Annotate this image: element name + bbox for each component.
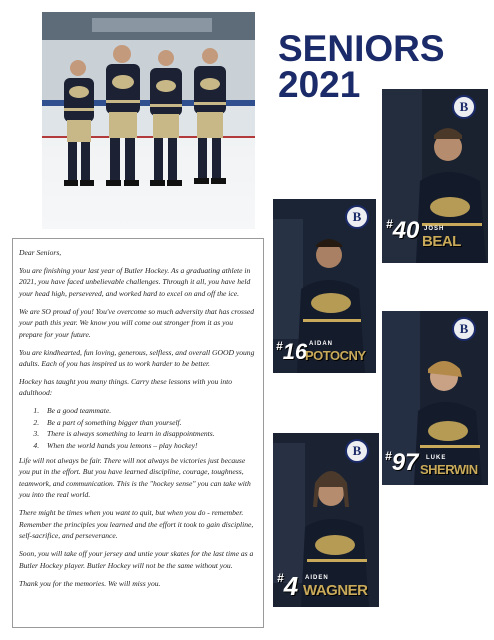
team-photo <box>42 12 255 229</box>
title-line-1: SENIORS <box>278 28 445 69</box>
lesson-item: 1. Be a good teammate. <box>41 405 256 416</box>
letter-box <box>12 238 264 628</box>
letter-paragraph: You are finishing your last year of Butler Hockey. As a graduating athlete in 2021, you have faced unbelievable challenges. Through it all, you have held your head high, persevered, and worked hard to excel on and off the ice. <box>19 266 251 298</box>
letter-paragraph: We are SO proud of you! You've overcome so much adversity that has crossed your path this year. We know you will come out stronger from it as you prepare for your future. <box>19 306 255 339</box>
letter-paragraph: There might be times when you want to quit, but when you do - remember. Remember the principles you learned and the effort it took to gain discipline, self-sacrifice, and perseverance. <box>19 508 254 541</box>
player-last-name: BEAL <box>422 233 461 250</box>
player-first-name: AIDEN <box>305 575 329 581</box>
letter-greeting: Dear Seniors, <box>19 248 62 257</box>
jersey-number <box>276 339 307 365</box>
player-card-potocny <box>273 199 376 373</box>
title-line-2: 2021 <box>278 64 361 105</box>
letter-paragraph: You are kindhearted, fun loving, generous, selfless, and overall GOOD young adults. Each of you has inspired us to work harder to be better. <box>19 347 255 369</box>
lesson-item: 2. Be a part of something bigger than yourself. <box>41 417 256 428</box>
player-card-beal <box>382 89 488 263</box>
lessons-list <box>19 405 256 451</box>
jersey-number <box>277 571 298 602</box>
jersey-hash: # <box>385 449 392 463</box>
jersey-number <box>386 217 419 245</box>
player-first-name: LUKE <box>426 455 447 461</box>
lesson-item: 3. There is always something to learn in disappointments. <box>41 428 256 439</box>
team-photo-image <box>42 12 255 229</box>
school-logo-badge: B <box>345 205 369 229</box>
jersey-hash: # <box>276 339 283 353</box>
player-last-name: WAGNER <box>303 582 368 599</box>
jersey-number <box>385 449 418 477</box>
player-card-sherwin <box>382 311 488 485</box>
player-last-name: POTOCNY <box>305 348 366 363</box>
letter-signoff: Thank you for the memories. We will miss you. <box>19 578 161 588</box>
letter-paragraph: Life will not always be fair. There will not always be victories just because you put in the effort. But you have learned discipline, courage, toughness, teamwork, and communication. This is the "hockey sense" you can take with you into the real world. <box>19 456 251 500</box>
school-logo-badge: B <box>345 439 369 463</box>
jersey-number-value: 4 <box>283 571 299 601</box>
jersey-number-value: 40 <box>392 217 420 244</box>
player-first-name: AIDAN <box>309 341 333 347</box>
player-first-name: JOSH <box>424 226 445 232</box>
player-card-wagner <box>273 433 379 607</box>
jersey-number-value: 97 <box>391 449 419 476</box>
letter-paragraph: Hockey has taught you many things. Carry these lessons with you into adulthood: <box>19 377 233 398</box>
jersey-number-value: 16 <box>282 339 308 364</box>
lesson-item: 4. When the world hands you lemons – play hockey! <box>41 440 256 451</box>
player-last-name: SHERWIN <box>420 462 478 477</box>
school-logo-badge: B <box>452 95 476 119</box>
jersey-hash: # <box>277 571 284 585</box>
jersey-hash: # <box>386 217 393 231</box>
school-logo-badge: B <box>452 317 476 341</box>
letter-paragraph: Soon, you will take off your jersey and untie your skates for the last time as a Butler Hockey player. Butler Hockey will not be the same without you. <box>19 549 254 570</box>
